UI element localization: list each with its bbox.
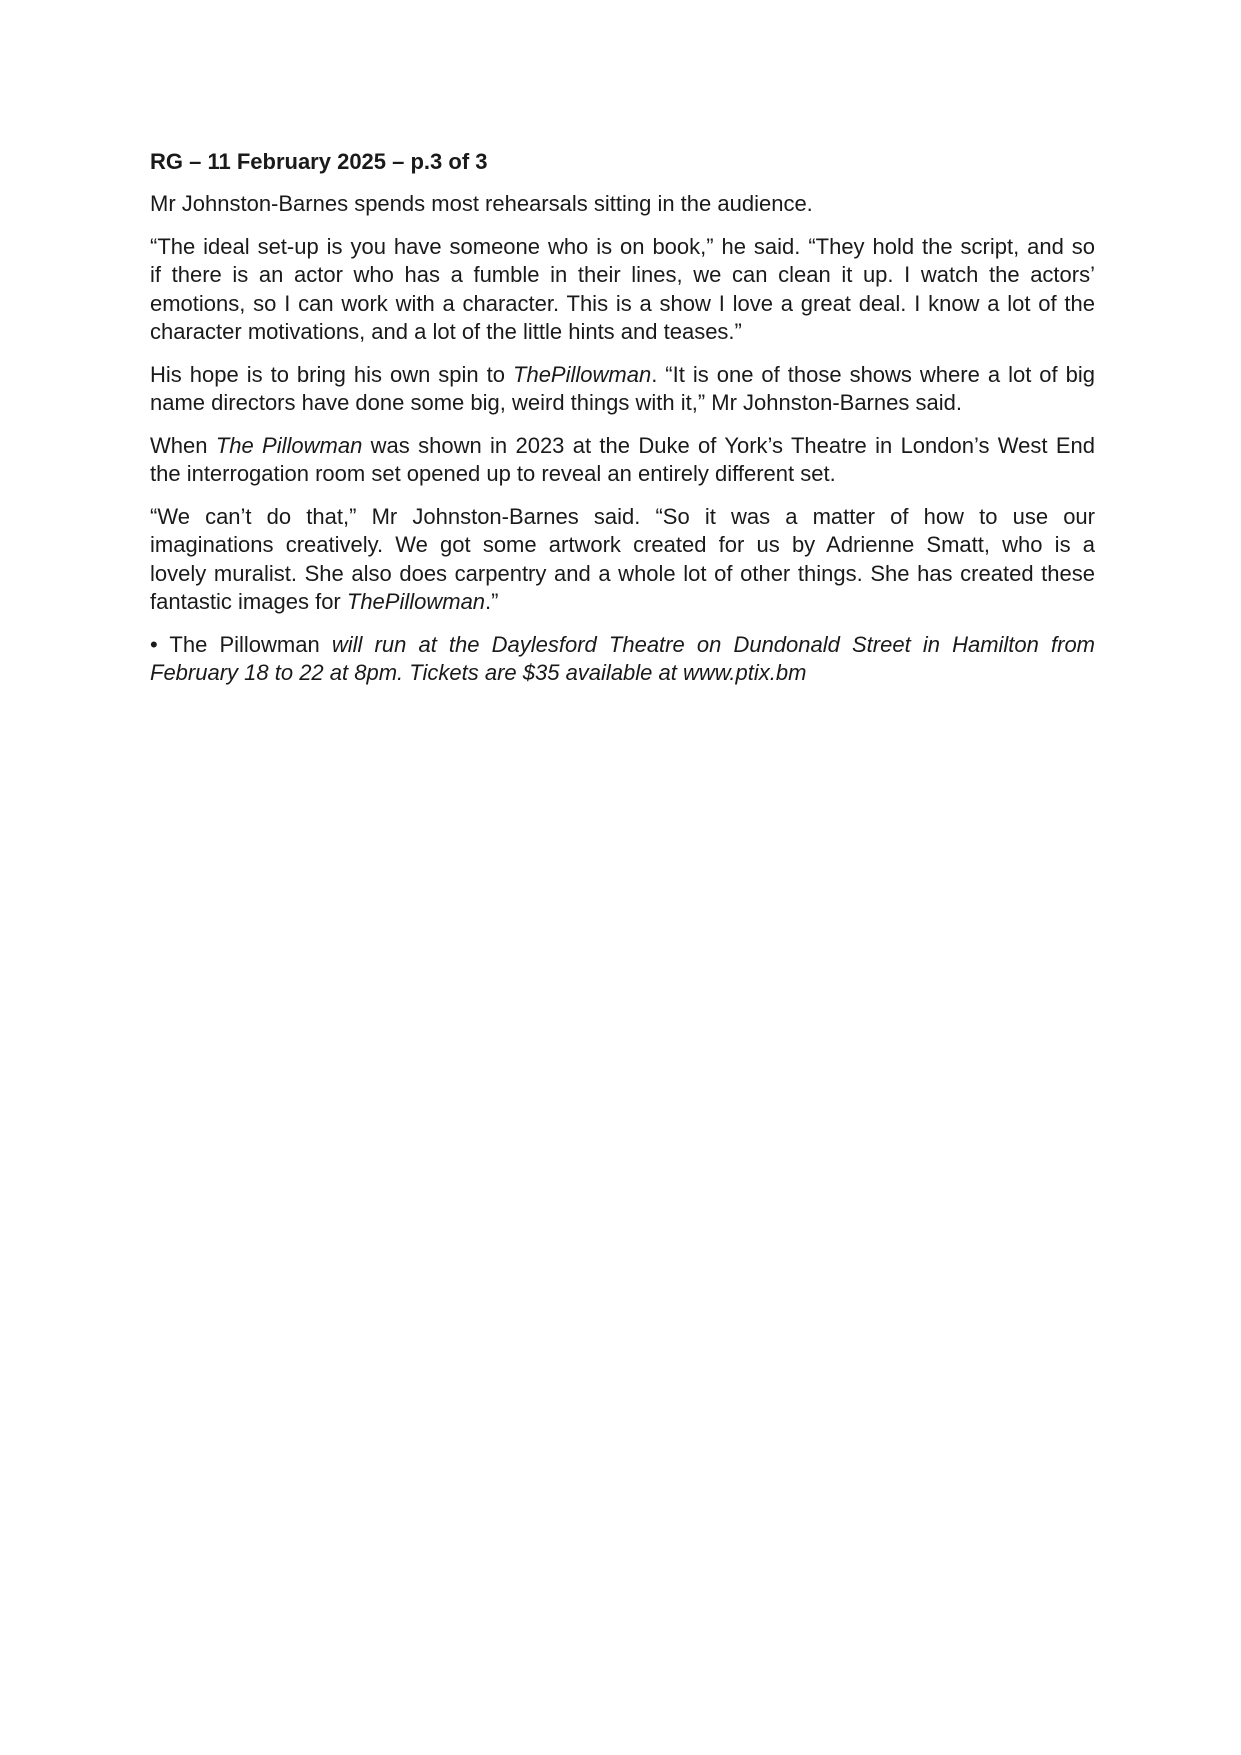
paragraph-line: the interrogation room set opened up to reveal an entirely different set. (150, 461, 836, 486)
paragraph-line: character motivations, and a lot of the little hints and teases.” (150, 319, 742, 344)
paragraph-line: name directors have done some big, weird things with it,” Mr Johnston-Barnes said. (150, 390, 962, 415)
paragraph-line: imaginations creatively. We got some artwork created for us by Adrienne Smatt, who is a (150, 532, 1095, 557)
paragraph-line (150, 588, 1095, 617)
page-header (150, 148, 1095, 176)
paragraph-line: lovely muralist. She also does carpentry and a whole lot of other things. She has created these (150, 560, 1095, 586)
paragraph-line: Mr Johnston-Barnes spends most rehearsals sitting in the audience. (150, 191, 813, 216)
event-info-paragraph (150, 631, 1095, 688)
paragraph-3 (150, 361, 1095, 418)
header-text: RG – 11 February 2025 – p.3 of 3 (150, 149, 488, 174)
text-run: His hope is to bring his own spin to (150, 361, 514, 387)
play-title: ThePillowman (513, 361, 652, 387)
paragraph-2 (150, 233, 1095, 347)
paragraph-line: if there is an actor who has a fumble in their lines, we can clean it up. I watch the actors’ (150, 262, 1095, 287)
paragraph-line: “We can’t do that,” Mr Johnston-Barnes said. “So it was a matter of how to use our (150, 503, 1095, 529)
paragraph-5 (150, 503, 1095, 617)
document-page (150, 148, 1095, 702)
paragraph-4 (150, 432, 1095, 489)
paragraph-1 (150, 190, 1095, 219)
text-run: will run at the Daylesford Theatre on Dundonald Street in Hamilton from (319, 631, 1096, 657)
bullet-lead: • The Pillowman (150, 631, 320, 657)
text-run: .” (485, 589, 499, 614)
text-run: fantastic images for (150, 589, 347, 614)
paragraph-line: “The ideal set-up is you have someone who is on book,” he said. “They hold the script, and so (150, 233, 1095, 259)
text-run: was shown in 2023 at the Duke of York’s Theatre in London’s West End (362, 432, 1095, 458)
text-run: . “It is one of those shows where a lot of big (651, 361, 1095, 387)
paragraph-line (150, 631, 1095, 660)
play-title: ThePillowman (346, 589, 486, 614)
paragraph-line (150, 432, 1095, 461)
paragraph-line: emotions, so I can work with a character. This is a show I love a great deal. I know a lot of the (150, 290, 1095, 316)
paragraph-line (150, 361, 1095, 390)
paragraph-line (150, 659, 1095, 688)
text-run: When (150, 432, 216, 458)
play-title: The Pillowman (215, 432, 363, 458)
text-run: February 18 to 22 at 8pm. Tickets are $35 available at www.ptix.bm (150, 660, 807, 685)
